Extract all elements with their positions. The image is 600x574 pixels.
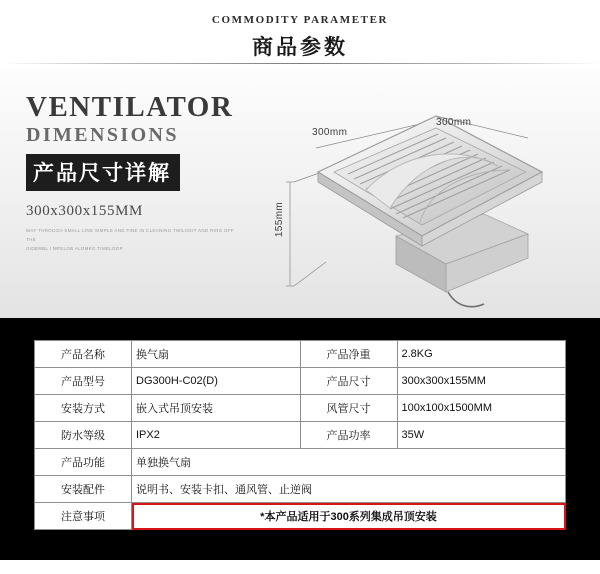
spec-table-section [0,318,600,560]
cell-value: 嵌入式吊顶安装 [132,395,301,422]
ventilator-diagram-svg [270,86,590,318]
cell-label: 产品功能 [35,449,132,476]
hero-title-en-line1: VENTILATOR [26,91,234,123]
cell-value: 换气扇 [132,341,301,368]
hero-title-en-line2: DIMENSIONS [26,124,179,147]
cell-value: DG300H-C02(D) [132,368,301,395]
hero-fine-print-line1: WAY THROUGH SMALL LINE SIMPLE AND FINE IN CLEANING TWILIGHT AND RING OFF THE [26,228,234,242]
cell-value: 100x100x1500MM [397,395,566,422]
cell-value: 2.8KG [397,341,566,368]
dimension-label-width-left: 300mm [312,127,348,138]
table-row-note [35,503,566,530]
cell-value: IPX2 [132,422,301,449]
cell-label: 产品型号 [35,368,132,395]
hero-title-cn: 产品尺寸详解 [26,154,180,191]
spec-table [34,340,566,530]
cell-label: 产品功率 [300,422,397,449]
cell-label: 安装配件 [35,476,132,503]
cell-label: 产品名称 [35,341,132,368]
cell-label-note: 注意事项 [35,503,132,530]
cell-label: 防水等级 [35,422,132,449]
cell-value: 300x300x155MM [397,368,566,395]
product-illustration [270,86,590,318]
hero-dimensions-text: 300x300x155MM [26,203,143,220]
cell-label: 安装方式 [35,395,132,422]
cell-label: 风管尺寸 [300,395,397,422]
table-row [35,395,566,422]
page-header [0,0,600,68]
hero-text-block [26,92,276,253]
table-row [35,422,566,449]
table-row [35,476,566,503]
table-row [35,368,566,395]
page-title: 商品参数 [252,35,348,59]
table-row [35,449,566,476]
dimension-label-height: 155mm [274,201,286,238]
header-title-en: COMMODITY PARAMETER [211,14,389,26]
hero-fine-print-line2: GIDEMBL I MPELOB ALOMKG TIMELOOP [26,245,123,251]
cell-value-note: *本产品适用于300系列集成吊顶安装 [132,503,566,530]
cell-value: 单独换气扇 [132,449,566,476]
table-row [35,341,566,368]
cell-label: 产品净重 [300,341,397,368]
hero-section [0,68,600,318]
cell-value: 说明书、安装卡扣、通风管、止逆阀 [132,476,566,503]
dimension-label-width-right: 300mm [436,117,472,128]
header-divider [0,63,600,64]
cell-value: 35W [397,422,566,449]
cell-label: 产品尺寸 [300,368,397,395]
